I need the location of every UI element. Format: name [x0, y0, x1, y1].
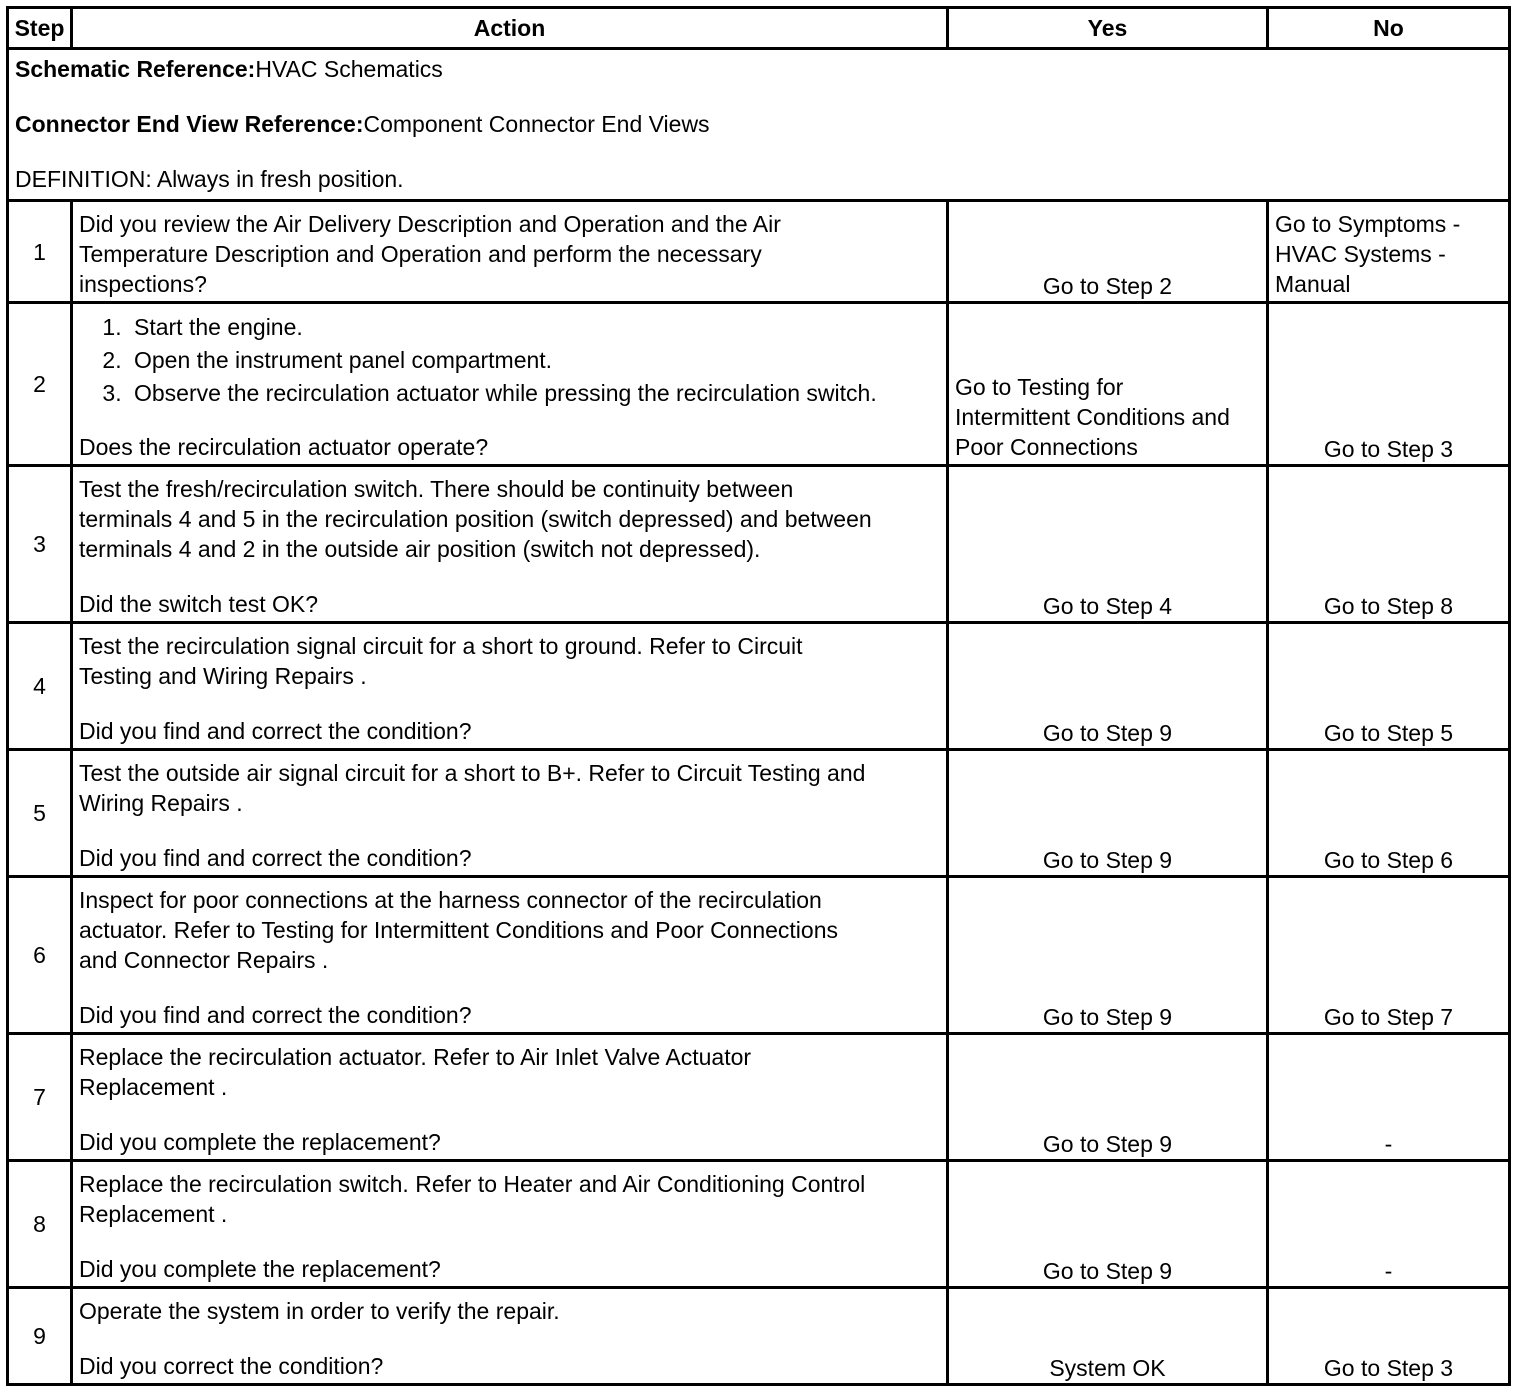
diagnostic-table-document [6, 6, 1508, 1388]
action-line: Replace the recirculation switch. Refer to Heater and Air Conditioning Control [79, 1171, 866, 1197]
action-line: Replacement . [79, 1074, 228, 1100]
yes-line: Poor Connections [955, 434, 1138, 460]
action-cell [72, 201, 948, 303]
table-row [8, 466, 1510, 623]
step-number: 4 [8, 623, 72, 750]
table-row [8, 877, 1510, 1034]
references-cell [8, 49, 1510, 201]
action-question: Did you complete the replacement? [79, 1256, 441, 1282]
header-no: No [1268, 8, 1510, 49]
action-cell [72, 1288, 948, 1385]
action-line: Replace the recirculation actuator. Refer to Air Inlet Valve Actuator [79, 1044, 752, 1070]
step-number: 6 [8, 877, 72, 1034]
no-cell: - [1268, 1161, 1510, 1288]
action-cell [72, 623, 948, 750]
yes-cell: Go to Step 9 [948, 750, 1268, 877]
header-action: Action [72, 8, 948, 49]
no-cell: Go to Step 3 [1268, 1288, 1510, 1385]
step-number: 1 [8, 201, 72, 303]
no-cell: - [1268, 1034, 1510, 1161]
action-cell [72, 750, 948, 877]
action-question: Did you complete the replacement? [79, 1129, 441, 1155]
action-line: and Connector Repairs . [79, 947, 329, 973]
yes-cell [948, 303, 1268, 466]
table-row [8, 1034, 1510, 1161]
action-line: Test the outside air signal circuit for a short to B+. Refer to Circuit Testing and [79, 760, 866, 786]
action-cell [72, 303, 948, 466]
references-row [8, 49, 1510, 201]
connector-reference-value: Component Connector End Views [363, 111, 710, 137]
diagnostic-table [6, 6, 1511, 1386]
no-cell [1268, 201, 1510, 303]
schematic-reference [15, 54, 1502, 84]
action-question: Did you find and correct the condition? [79, 718, 472, 744]
action-line: Test the fresh/recirculation switch. There should be continuity between [79, 476, 794, 502]
action-line: Wiring Repairs . [79, 790, 243, 816]
yes-cell: System OK [948, 1288, 1268, 1385]
table-row [8, 303, 1510, 466]
yes-cell: Go to Step 9 [948, 623, 1268, 750]
action-cell [72, 877, 948, 1034]
step-number: 5 [8, 750, 72, 877]
action-question: Does the recirculation actuator operate? [79, 434, 489, 460]
action-cell [72, 1034, 948, 1161]
schematic-reference-label: Schematic Reference: [15, 56, 256, 82]
no-cell: Go to Step 5 [1268, 623, 1510, 750]
no-line: HVAC Systems - [1275, 241, 1446, 267]
step-number: 7 [8, 1034, 72, 1161]
no-line: Go to Symptoms - [1275, 211, 1461, 237]
step-number: 2 [8, 303, 72, 466]
yes-cell: Go to Step 9 [948, 1034, 1268, 1161]
no-cell: Go to Step 8 [1268, 466, 1510, 623]
action-line: Testing and Wiring Repairs . [79, 663, 367, 689]
table-row [8, 750, 1510, 877]
header-yes: Yes [948, 8, 1268, 49]
action-cell [72, 466, 948, 623]
action-line: actuator. Refer to Testing for Intermittent Conditions and Poor Connections [79, 917, 838, 943]
action-line: Operate the system in order to verify the repair. [79, 1298, 560, 1324]
action-question: Did you find and correct the condition? [79, 1002, 472, 1028]
action-numbered-list [79, 311, 940, 410]
table-row [8, 1288, 1510, 1385]
no-cell: Go to Step 6 [1268, 750, 1510, 877]
list-item: 1. Start the engine. [128, 311, 940, 344]
connector-reference [15, 109, 1502, 139]
action-question: Did the switch test OK? [79, 591, 319, 617]
no-cell: Go to Step 3 [1268, 303, 1510, 466]
action-question: Did you correct the condition? [79, 1353, 384, 1379]
action-line: Test the recirculation signal circuit for a short to ground. Refer to Circuit [79, 633, 803, 659]
action-line: Replacement . [79, 1201, 228, 1227]
yes-cell: Go to Step 9 [948, 877, 1268, 1034]
schematic-reference-value: HVAC Schematics [255, 56, 443, 82]
step-number: 9 [8, 1288, 72, 1385]
action-line: Inspect for poor connections at the harness connector of the recirculation [79, 887, 822, 913]
yes-cell: Go to Step 4 [948, 466, 1268, 623]
header-row [8, 8, 1510, 49]
step-number: 3 [8, 466, 72, 623]
connector-reference-label: Connector End View Reference: [15, 111, 364, 137]
table-row [8, 201, 1510, 303]
action-line: Temperature Description and Operation and perform the necessary [79, 241, 762, 267]
action-line: terminals 4 and 2 in the outside air position (switch not depressed). [79, 536, 761, 562]
yes-cell: Go to Step 2 [948, 201, 1268, 303]
header-step: Step [8, 8, 72, 49]
step-number: 8 [8, 1161, 72, 1288]
action-cell [72, 1161, 948, 1288]
no-cell: Go to Step 7 [1268, 877, 1510, 1034]
table-row [8, 623, 1510, 750]
yes-line: Go to Testing for [955, 374, 1124, 400]
action-line: Did you review the Air Delivery Description and Operation and the Air [79, 211, 781, 237]
action-line: inspections? [79, 271, 207, 297]
action-line: terminals 4 and 5 in the recirculation position (switch depressed) and between [79, 506, 872, 532]
table-row [8, 1161, 1510, 1288]
definition-text: DEFINITION: Always in fresh position. [15, 166, 404, 192]
no-line: Manual [1275, 271, 1351, 297]
list-item: 3. Observe the recirculation actuator while pressing the recirculation switch. [128, 377, 940, 410]
action-question: Did you find and correct the condition? [79, 845, 472, 871]
list-item: 2. Open the instrument panel compartment. [128, 344, 940, 377]
yes-cell: Go to Step 9 [948, 1161, 1268, 1288]
yes-line: Intermittent Conditions and [955, 404, 1230, 430]
